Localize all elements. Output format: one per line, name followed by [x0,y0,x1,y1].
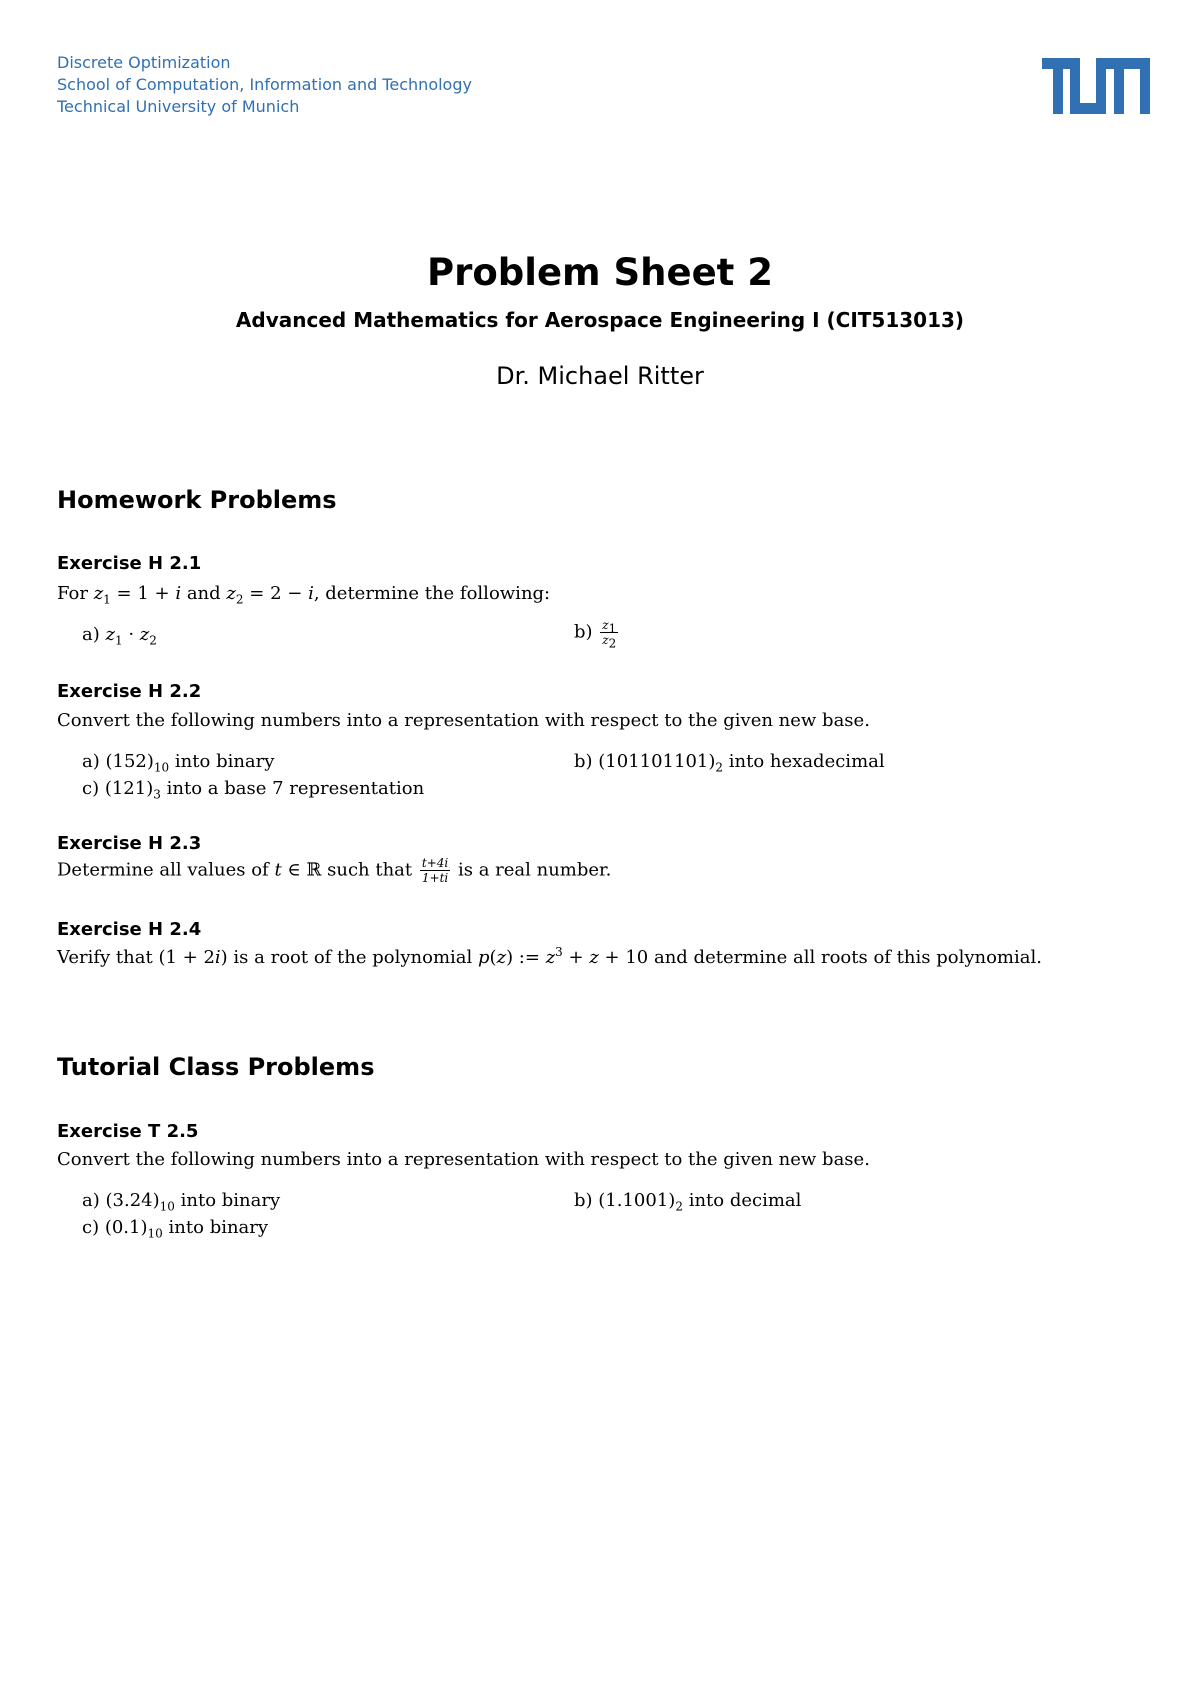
fraction-t-expression: $\frac{t+4i}{1+ti}$ [421,856,449,885]
exercise-h22-item-a: a) $(152)_{10}$ into binary [82,751,275,775]
exercise-t25-item-b: b) $(1.1001)_2$ into decimal [574,1190,802,1214]
exercise-h24-title: Exercise H 2.4 [57,919,202,940]
header-university: Technical University of Munich [57,97,300,116]
exercise-h22-item-c: c) $(121)_3$ into a base 7 representation [82,778,425,802]
exercise-h22-item-b: b) $(101101101)_2$ into hexadecimal [574,751,885,775]
exercise-t25-text: Convert the following numbers into a representation with respect to the given new base. [57,1149,870,1170]
page-title: Problem Sheet 2 [427,251,773,294]
exercise-h21-title: Exercise H 2.1 [57,553,202,574]
exercise-h22-title: Exercise H 2.2 [57,681,202,702]
tutorial-heading: Tutorial Class Problems [57,1053,375,1081]
header-chair: Discrete Optimization [57,53,231,72]
exercise-h21-item-b: b) $\frac{z_1}{z_2}$ [574,618,617,651]
institution-header [57,52,472,118]
header-school: School of Computation, Information and Technology [57,75,472,94]
exercise-t25-item-a: a) $(3.24)_{10}$ into binary [82,1190,281,1214]
course-subtitle: Advanced Mathematics for Aerospace Engineering I (CIT513013) [235,308,965,332]
fraction-z1-over-z2: $\frac{z_1}{z_2}$ [602,618,617,651]
exercise-h22-text: Convert the following numbers into a representation with respect to the given new base. [57,710,870,731]
exercise-t25-item-c: c) $(0.1)_{10}$ into binary [82,1217,269,1241]
homework-heading: Homework Problems [57,486,337,514]
tum-logo [1042,58,1150,114]
exercise-h24-text: Verify that (1 + 2i) is a root of the polynomial p(z) := $z^3 + z + 10$ and determine all roots of this polynomial. [57,945,1042,968]
exercise-h23-title: Exercise H 2.3 [57,833,202,854]
exercise-h21-text: For $z_1 = 1 + i$ and $z_2 = 2 - i$, determine the following: [57,583,551,607]
exercise-t25-title: Exercise T 2.5 [57,1121,199,1142]
exercise-h21-item-a: a) $z_1 \cdot z_2$ [82,624,157,648]
exercise-h23-text: Determine all values of t ∈ ℝ such that $\frac{t+4i}{1+ti}$ is a real number. [57,856,612,885]
author-name: Dr. Michael Ritter [496,362,704,390]
